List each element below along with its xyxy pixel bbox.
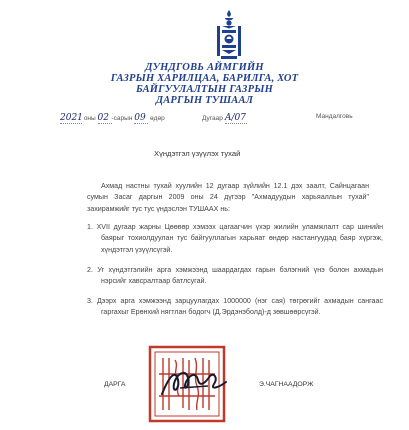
header-line-2: ГАЗРЫН ХАРИЛЦАА, БАРИЛГА, ХОТ <box>110 73 299 84</box>
body-item-3: 3. Дээрх арга хэмжээнд зарцуулагдах 1000000 (нэг сая) төгрөгийг ахмадын сангаас гаргахыг Ерөнхий нягтлан бодогч (Д.Эрдэнэболд)-д зөвшөөрсүгэй. <box>87 297 383 317</box>
body-item-1: 1. XVII дугаар жарны Цөөвөр хэмээх цагаагчин үхэр жилийн уламжлалт сар шинийн баярыг тохиолдуулан тус байгууллагын харьяат өндөр настангуудад баяр хүргэж, хүндэтгэл үзүүлсүгэй. <box>87 223 383 254</box>
place: Мандалговь <box>316 113 353 120</box>
header-line-1: ДУНДГОВЬ АЙМГИЙН <box>145 62 264 73</box>
date-month: 02 <box>98 113 112 124</box>
order-number <box>202 113 247 124</box>
date-line <box>60 113 165 124</box>
subject-title: Хүндэтгэл үзүүлэх тухай <box>154 149 241 158</box>
order-number-value: А/07 <box>224 113 246 123</box>
header-line-3: БАЙГУУЛАЛТЫН ГАЗРЫН <box>136 84 273 95</box>
date-month-suffix: -сарын <box>111 115 133 122</box>
signature <box>160 364 228 400</box>
soyombo-emblem-icon <box>215 10 243 60</box>
date-day: 09 <box>134 113 148 124</box>
body-item-2: 2. Уг хүндэтгэлийн арга хэмжээнд шаардагдах гарын бэлэгний үнэ болон ахмадын нэрсийг хавсралтаар батлсугай. <box>87 266 383 286</box>
signatory-name: Э.ЧАГНААДОРЖ <box>259 381 314 388</box>
date-day-suffix: өдөр <box>150 115 165 122</box>
body-paragraph-1: Ахмад настны тухай хуулийн 12 дугаар зүйлийн 12.1 дэх заалт, Сайнцагаан сумын Засаг даргын 2009 оны 24 дүгээр "Ахмадуудын харьяаллын тухай" захирамжийг тус тус үндэслэн ТУШААХ нь: <box>87 182 369 213</box>
header-line-4: ДАРГЫН ТУШААЛ <box>155 95 254 106</box>
date-year-suffix: оны <box>83 115 96 122</box>
order-number-label: Дугаар <box>202 115 223 122</box>
signatory-role: ДАРГА <box>104 381 126 388</box>
date-year: 2021 <box>60 113 83 123</box>
